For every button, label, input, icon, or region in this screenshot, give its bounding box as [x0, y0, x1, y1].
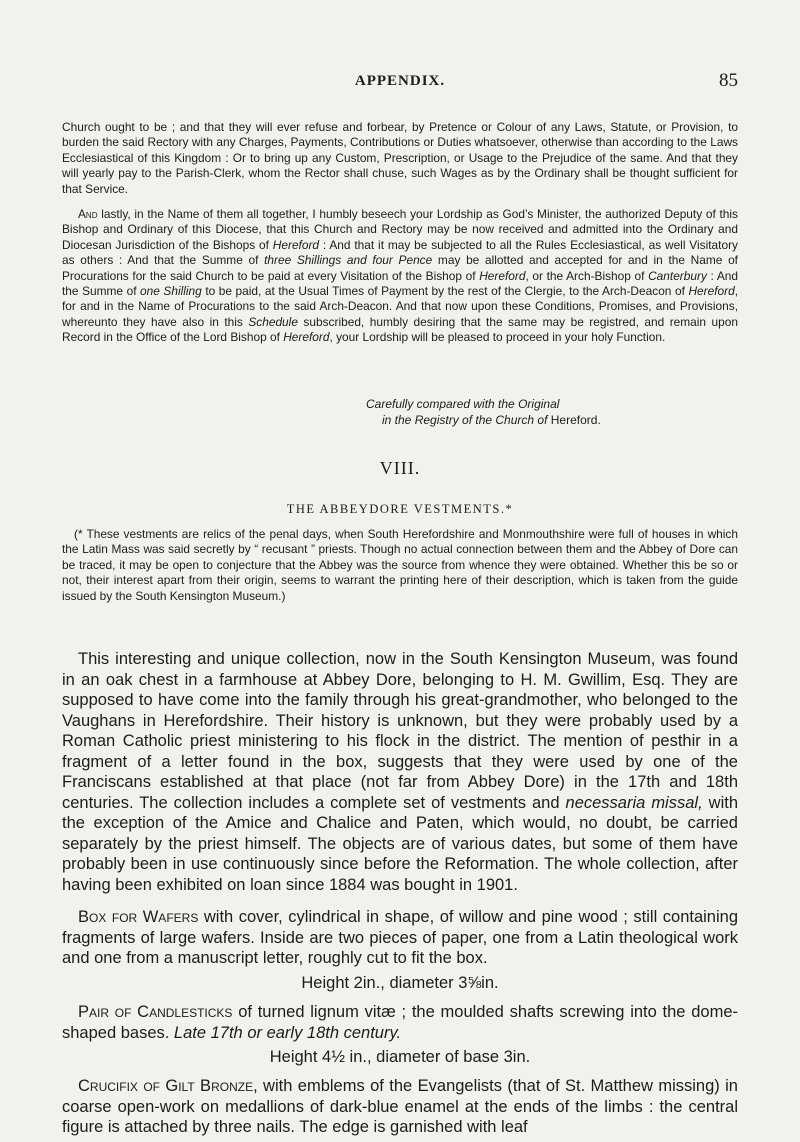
italic-run: one Shilling	[140, 284, 202, 299]
text-run: with cover, cylindrical in shape, of willow and pine wood ; still containing fragments of large wafers. Inside are two pieces of paper, one from a Latin theological work and one from a manuscript letter, roughly cut to fit the box.	[62, 908, 738, 967]
intro-paragraph-1: Church ought to be ; and that they will ever refuse and forbear, by Pretence or Colour of any Laws, Statute, or Provision, to burden the said Rectory with any Charges, Payments, Contributions or Duties whatsoever, otherwise than according to the Laws Ecclesiastical of this Kingdom : Or to bring up any Custom, Prescription, or Usage to the Prejudice of the same. And that they will yearly pay to the Parish-Clerk, whom the Rector shall chuse, such Wages as by the Ordinary shall be thought sufficient for that Service.	[62, 120, 738, 196]
italic-run: Hereford	[272, 237, 320, 252]
candlesticks-entry	[62, 1002, 738, 1043]
box-dimensions: Height 2in., diameter 3⅝in.	[301, 974, 499, 992]
main-paragraph	[62, 649, 738, 895]
footnote	[62, 527, 738, 614]
lead-word: And	[78, 207, 98, 222]
text-run: with the exception of the Amice and Chalice and Paten, which would, no doubt, be carried separately by the priest himself. The objects are of various dates, but some of them have probably been in use continuously since before the Reformation. The whole collection, after having been exhibited on loan since 1884 was bought in 1901.	[62, 793, 738, 894]
italic-run: Hereford	[283, 330, 330, 345]
candlesticks-dimensions: Height 4½ in., diameter of base 3in.	[269, 1048, 531, 1066]
text-run: : And the Summe of	[62, 268, 738, 299]
running-head-title: APPENDIX.	[354, 73, 446, 89]
compared-line-2	[366, 412, 601, 428]
section-number: VIII.	[379, 458, 421, 478]
italic-run: Hereford	[479, 268, 526, 283]
entry-heading: Box for Wafers	[78, 908, 199, 926]
text-run: in the Registry of the Church of	[382, 413, 551, 427]
text-run: subscribed, humbly desiring that the same may be registred, and remain upon Record in the Office of the Lord Bishop of	[62, 314, 738, 345]
text-run: : And that it may be subjected to all the Rules Ecclesiastical, as well Visitatory as others : And that the Summe of	[62, 237, 738, 268]
text-run: Hereford.	[550, 413, 601, 427]
text-run: , for and in the Name of Procurations to the said Arch-Deacon. And that now upon these Conditions, Promises, and Provisions, whereunto they have also in this	[62, 284, 739, 329]
text-run: lastly, in the Name of them all together, I humbly beseech your Lordship as God’s Minister, the authorized Deputy of this Bishop and Ordinary of this Diocese, that this Church and Rectory may be now received and admitted into the Ordinary and Diocesan Jurisdiction of the Bishops of	[62, 207, 738, 252]
intro-paragraph-2	[62, 207, 738, 346]
italic-run: three Shillings and four Pence	[264, 253, 433, 268]
italic-run: Late 17th or early 18th century.	[173, 1023, 402, 1042]
box-for-wafers-entry	[62, 907, 738, 969]
text-run: to be paid, at the Usual Times of Payment by the rest of the Clergie, to the Arch-Deacon of	[201, 284, 689, 299]
footnote-text: (* These vestments are relics of the penal days, when South Herefordshire and Monmouthshire were full of houses in which the Latin Mass was said secretly by “ recusant ” priests. Though no actual connection between them and the Abbey of Dore can be traced, it may be open to conjecture that the Abbey was the source from whence they were obtained. Whether this be so or not, their interest apart from their origin, seems to warrant the printing here of their description, which is taken from the guide issued by the South Kensington Museum.)	[62, 527, 738, 603]
crucifix-entry	[62, 1076, 738, 1138]
intro-text	[62, 120, 738, 356]
compared-note	[366, 396, 601, 428]
italic-run: necessaria missal,	[565, 793, 703, 812]
italic-run: Canterbury	[648, 268, 707, 283]
text-run: , or the Arch-Bishop of	[525, 268, 649, 283]
section-title: THE ABBEYDORE VESTMENTS.*	[286, 502, 514, 516]
italic-run: Schedule	[248, 314, 298, 329]
entry-heading: Pair of Candlesticks	[78, 1003, 233, 1021]
running-head	[62, 70, 738, 99]
compared-line-1: Carefully compared with the Original	[366, 397, 560, 411]
text-run: This interesting and unique collection, now in the South Kensington Museum, was found in an oak chest in a farmhouse at Abbey Dore, belonging to H. M. Gwillim, Esq. They are supposed to have come into the family through his great-grandmother, who belonged to the Vaughans in Herefordshire. Their history is unknown, but they were probably used by a Roman Catholic priest ministering to his flock in the district. The mention of pesthir in a fragment of a letter found in the box, suggests that they were used by one of the Franciscans established at that place (not far from Abbey Dore) in the 17th and 18th centuries. The collection includes a complete set of vestments and	[62, 650, 738, 812]
text-run: , your Lordship will be pleased to proceed in your holy Function.	[329, 330, 666, 345]
entry-heading: Crucifix of Gilt Bronze,	[78, 1077, 258, 1095]
text-run: with emblems of the Evangelists (that of St. Matthew missing) in coarse open-work on medallions of dark-blue enamel at the ends of the limbs : the central figure is attached by three nails. The edge is garnished with leaf	[62, 1077, 738, 1136]
italic-run: Hereford	[688, 284, 735, 299]
text-run: may be allotted and accepted for and in the Name of Procurations for the said Church to be paid at every Visitation of the Bishop of	[62, 253, 738, 283]
page-number: 85	[719, 70, 738, 91]
text-run: of turned lignum vitæ ; the moulded shafts screwing into the dome-shaped bases.	[62, 1003, 738, 1042]
